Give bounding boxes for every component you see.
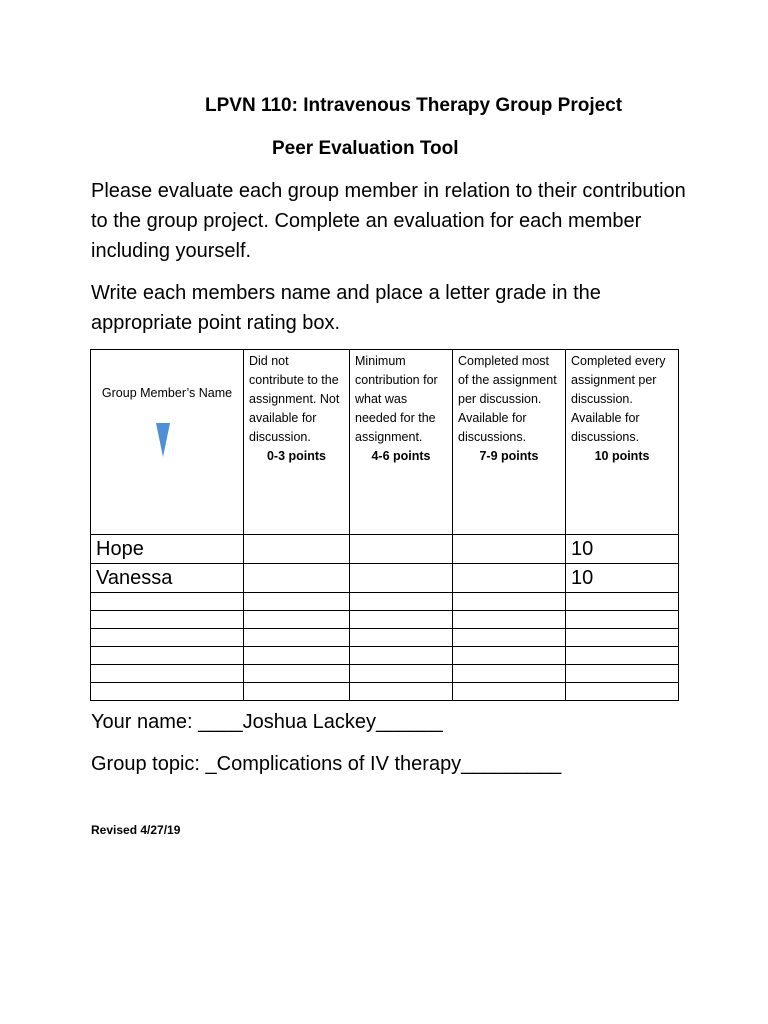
rating-cell[interactable] <box>566 665 679 683</box>
table-row <box>91 535 679 564</box>
empty-table-row <box>91 611 679 629</box>
rating-cell[interactable] <box>244 564 350 593</box>
down-arrow-icon <box>156 423 170 457</box>
name-column-label: Group Member’s Name <box>101 386 233 400</box>
rating-cell[interactable] <box>350 535 453 564</box>
rating-cell[interactable] <box>566 683 679 701</box>
rating-column-header <box>350 350 453 535</box>
rating-points: 4-6 points <box>371 449 431 463</box>
member-name-cell[interactable] <box>91 683 244 701</box>
member-name-cell[interactable] <box>91 629 244 647</box>
member-name-cell[interactable] <box>91 647 244 665</box>
rating-cell[interactable] <box>453 647 566 665</box>
rating-cell[interactable] <box>453 629 566 647</box>
empty-table-row <box>91 647 679 665</box>
rating-column-header <box>453 350 566 535</box>
rating-description: Completed every assignment per discussion. Available for discussions. <box>571 354 666 444</box>
rating-cell[interactable] <box>244 629 350 647</box>
empty-table-row <box>91 593 679 611</box>
instruction-paragraph-1: Please evaluate each group member in relation to their contribution to the group project. Complete an evaluation for each member including yourself. <box>91 180 686 262</box>
rating-cell[interactable] <box>566 647 679 665</box>
your-name-line: Your name: ____Joshua Lackey______ <box>91 711 443 733</box>
table-header-row <box>91 350 679 535</box>
rating-cell[interactable] <box>453 611 566 629</box>
rating-points: 0-3 points <box>266 449 327 463</box>
revision-date: Revised 4/27/19 <box>91 823 181 837</box>
instruction-paragraph-2: Write each members name and place a letter grade in the appropriate point rating box. <box>91 282 601 334</box>
rating-cell[interactable] <box>244 593 350 611</box>
rating-cell[interactable] <box>244 665 350 683</box>
empty-table-row <box>91 629 679 647</box>
rating-cell[interactable]: 10 <box>566 564 679 593</box>
member-name-cell[interactable]: Vanessa <box>91 564 244 593</box>
member-name-cell[interactable] <box>91 665 244 683</box>
rating-points: 7-9 points <box>479 449 539 463</box>
document-title: LPVN 110: Intravenous Therapy Group Project <box>205 95 623 116</box>
rating-cell[interactable] <box>453 683 566 701</box>
name-column-header <box>91 350 244 535</box>
rating-cell[interactable] <box>350 665 453 683</box>
rating-cell[interactable] <box>453 593 566 611</box>
rating-description: Completed most of the assignment per discussion. Available for discussions. <box>458 354 557 444</box>
table-row <box>91 564 679 593</box>
document-subtitle: Peer Evaluation Tool <box>272 138 459 159</box>
rating-description: Minimum contribution for what was needed for the assignment. <box>355 354 438 444</box>
member-name-cell[interactable]: Hope <box>91 535 244 564</box>
rating-cell[interactable] <box>566 611 679 629</box>
rating-cell[interactable] <box>244 611 350 629</box>
member-name-cell[interactable] <box>91 611 244 629</box>
rating-cell[interactable] <box>244 683 350 701</box>
peer-evaluation-table <box>90 349 679 701</box>
rating-cell[interactable] <box>244 647 350 665</box>
rating-description: Did not contribute to the assignment. Not available for discussion. <box>249 354 340 444</box>
rating-cell[interactable] <box>453 535 566 564</box>
rating-cell[interactable] <box>350 611 453 629</box>
rating-cell[interactable] <box>566 593 679 611</box>
rating-cell[interactable] <box>453 665 566 683</box>
rating-cell[interactable] <box>350 647 453 665</box>
rating-column-header <box>566 350 679 535</box>
rating-cell[interactable] <box>350 593 453 611</box>
rating-cell[interactable] <box>350 683 453 701</box>
rating-points: 10 points <box>594 449 650 463</box>
rating-cell[interactable]: 10 <box>566 535 679 564</box>
rating-cell[interactable] <box>566 629 679 647</box>
rating-cell[interactable] <box>244 535 350 564</box>
group-topic-line: Group topic: _Complications of IV therapy_________ <box>91 753 562 775</box>
rating-column-header <box>244 350 350 535</box>
empty-table-row <box>91 665 679 683</box>
empty-table-row <box>91 683 679 701</box>
rating-cell[interactable] <box>350 564 453 593</box>
member-name-cell[interactable] <box>91 593 244 611</box>
rating-cell[interactable] <box>453 564 566 593</box>
rating-cell[interactable] <box>350 629 453 647</box>
